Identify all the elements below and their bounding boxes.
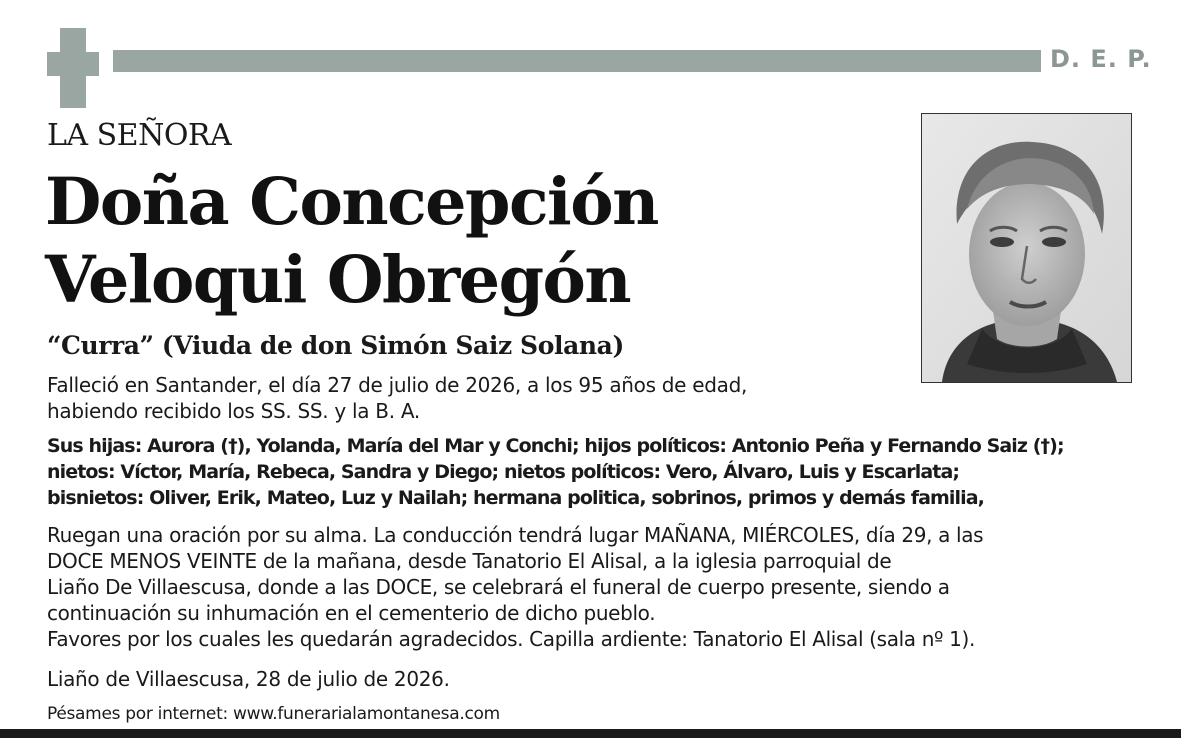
- dep-label: D. E. P.: [1050, 45, 1152, 73]
- family-line: bisnietos: Oliver, Erik, Mateo, Luz y Nailah; hermana politica, sobrinos, primos y demás familia,: [47, 487, 984, 509]
- honorific: LA SEÑORA: [47, 118, 232, 153]
- funeral-line: Liaño De Villaescusa, donde a las DOCE, se celebrará el funeral de cuerpo presente, siendo a: [47, 575, 950, 599]
- name-line-1: Doña Concepción: [45, 164, 658, 240]
- family-line: nietos: Víctor, María, Rebeca, Sandra y Diego; nietos políticos: Vero, Álvaro, Luis y Escarlata;: [47, 461, 960, 483]
- portrait-photo: [921, 113, 1132, 383]
- nickname: “Curra” (Viuda de don Simón Saiz Solana): [47, 331, 624, 360]
- place-date: Liaño de Villaescusa, 28 de julio de 2026.: [47, 667, 450, 691]
- death-line: Falleció en Santander, el día 27 de julio de 2026, a los 95 años de edad,: [47, 373, 748, 397]
- name-line-2: Veloqui Obregón: [45, 242, 631, 318]
- funeral-line: Ruegan una oración por su alma. La conducción tendrá lugar MAÑANA, MIÉRCOLES, día 29, a las: [47, 523, 984, 547]
- funeral-details: [47, 522, 983, 652]
- death-line: habiendo recibido los SS. SS. y la B. A.: [47, 399, 420, 423]
- family-line: Sus hijas: Aurora (†), Yolanda, María del Mar y Conchi; hijos políticos: Antonio Peña y Fernando Saiz (†);: [47, 435, 1064, 457]
- funeral-line: DOCE MENOS VEINTE de la mañana, desde Tanatorio El Alisal, a la iglesia parroquial de: [47, 549, 892, 573]
- death-notice: [47, 372, 747, 424]
- funeral-line: continuación su inhumación en el cementerio de dicho pueblo.: [47, 601, 656, 625]
- family-list: [47, 433, 1064, 511]
- bottom-rule: [0, 729, 1181, 738]
- funeral-line: Favores por los cuales les quedarán agradecidos. Capilla ardiente: Tanatorio El Alisal (sala nº 1).: [47, 627, 975, 651]
- condolences-link: Pésames por internet: www.funerarialamontanesa.com: [47, 704, 500, 724]
- deceased-name: [45, 163, 658, 319]
- portrait-image: [922, 114, 1131, 382]
- cross-icon: [47, 28, 99, 108]
- header-rule: [113, 50, 1041, 72]
